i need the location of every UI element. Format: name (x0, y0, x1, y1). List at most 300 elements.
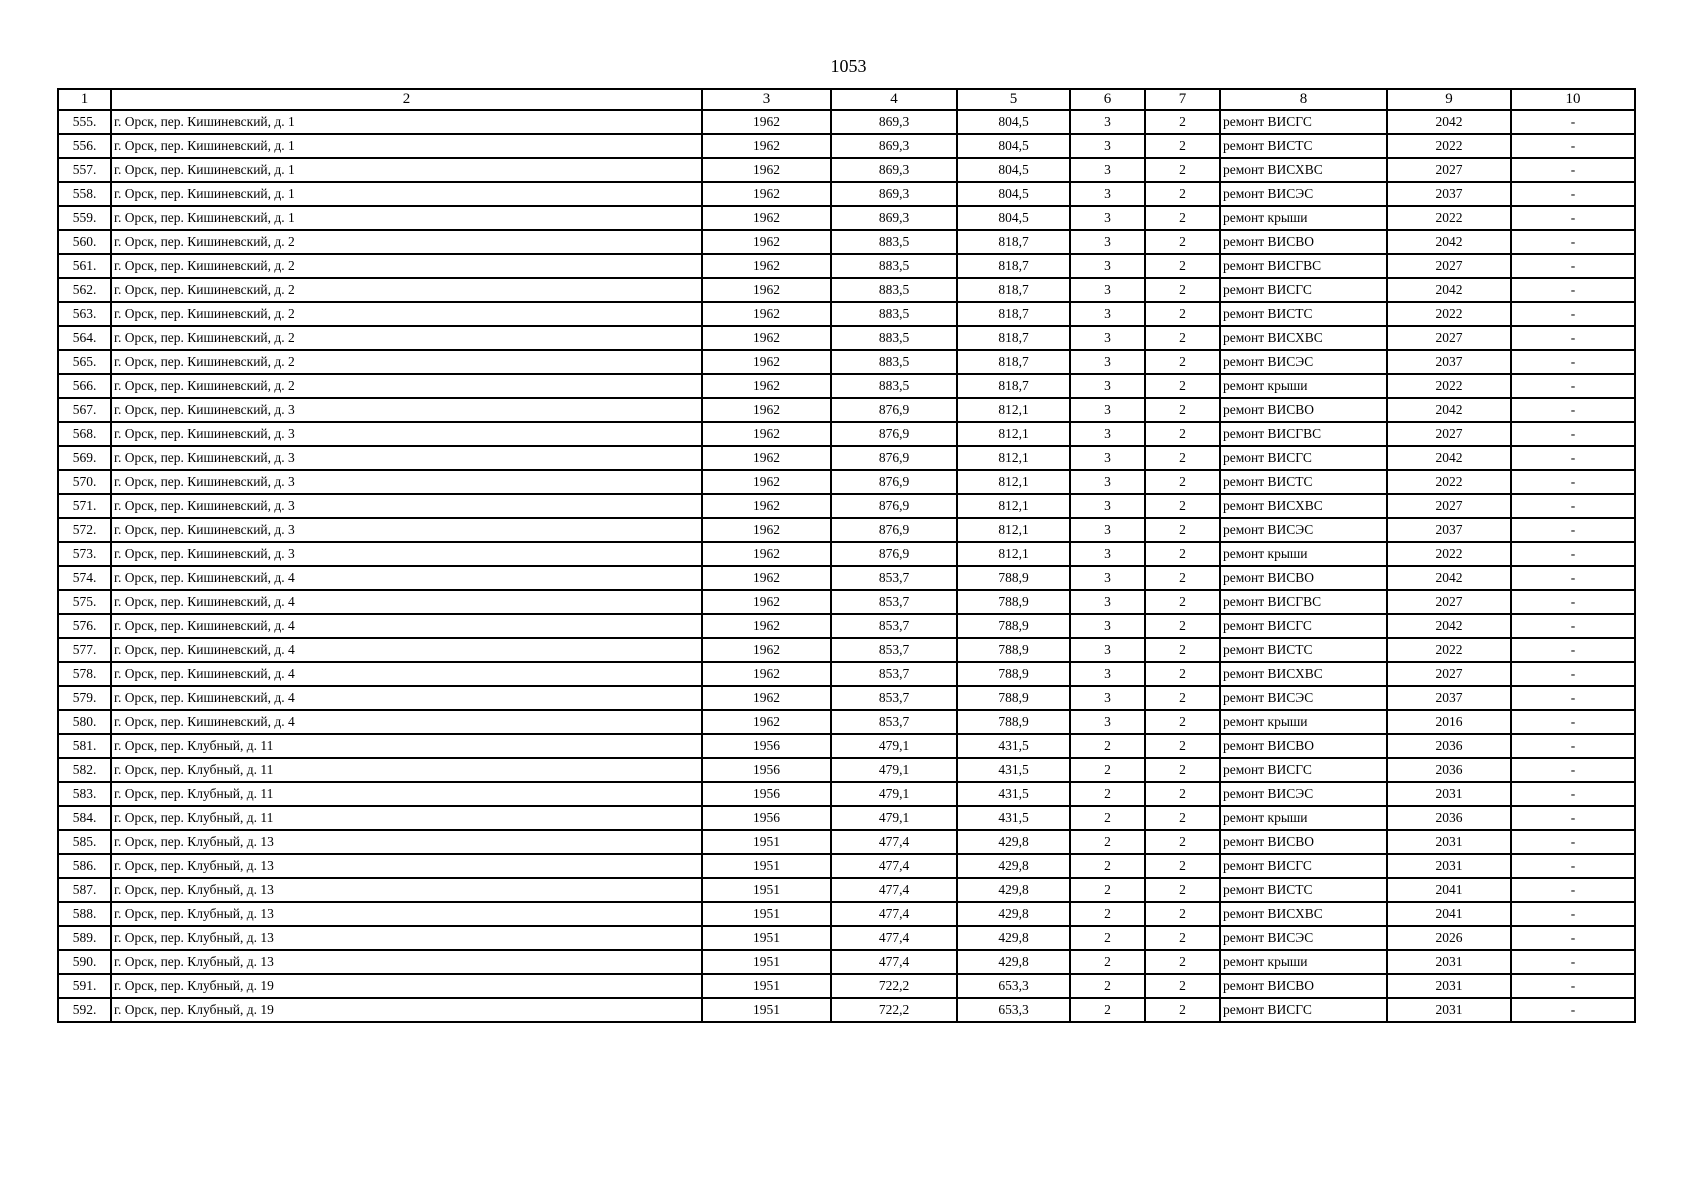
entrances-cell: 2 (1145, 206, 1220, 230)
planned-year-cell: 2027 (1387, 590, 1511, 614)
floors-cell: 3 (1070, 350, 1145, 374)
area-living-cell: 804,5 (957, 206, 1070, 230)
planned-year-cell: 2036 (1387, 758, 1511, 782)
row-number-cell: 592. (58, 998, 111, 1022)
floors-cell: 3 (1070, 158, 1145, 182)
work-type-cell: ремонт крыши (1220, 806, 1387, 830)
note-cell: - (1511, 230, 1635, 254)
area-living-cell: 818,7 (957, 374, 1070, 398)
address-cell: г. Орск, пер. Кишиневский, д. 1 (111, 182, 702, 206)
table-row (58, 278, 1635, 302)
table-row (58, 710, 1635, 734)
planned-year-cell: 2042 (1387, 230, 1511, 254)
column-header-2: 2 (111, 89, 702, 110)
work-type-cell: ремонт ВИСГС (1220, 278, 1387, 302)
note-cell: - (1511, 542, 1635, 566)
work-type-cell: ремонт ВИСЭС (1220, 926, 1387, 950)
address-cell: г. Орск, пер. Кишиневский, д. 2 (111, 350, 702, 374)
planned-year-cell: 2022 (1387, 638, 1511, 662)
entrances-cell: 2 (1145, 566, 1220, 590)
area-living-cell: 818,7 (957, 230, 1070, 254)
table-row (58, 878, 1635, 902)
area-living-cell: 818,7 (957, 326, 1070, 350)
row-number-cell: 558. (58, 182, 111, 206)
planned-year-cell: 2031 (1387, 998, 1511, 1022)
area-living-cell: 818,7 (957, 278, 1070, 302)
area-total-cell: 853,7 (831, 686, 957, 710)
area-living-cell: 431,5 (957, 806, 1070, 830)
work-type-cell: ремонт ВИСГС (1220, 110, 1387, 134)
entrances-cell: 2 (1145, 854, 1220, 878)
planned-year-cell: 2037 (1387, 686, 1511, 710)
note-cell: - (1511, 806, 1635, 830)
row-number-cell: 555. (58, 110, 111, 134)
table-row (58, 326, 1635, 350)
area-total-cell: 853,7 (831, 710, 957, 734)
year-cell: 1962 (702, 302, 831, 326)
floors-cell: 2 (1070, 830, 1145, 854)
year-cell: 1962 (702, 374, 831, 398)
entrances-cell: 2 (1145, 974, 1220, 998)
table-row (58, 590, 1635, 614)
work-type-cell: ремонт ВИСХВС (1220, 662, 1387, 686)
work-type-cell: ремонт ВИСХВС (1220, 902, 1387, 926)
entrances-cell: 2 (1145, 350, 1220, 374)
work-type-cell: ремонт ВИСЭС (1220, 782, 1387, 806)
table-row (58, 566, 1635, 590)
entrances-cell: 2 (1145, 494, 1220, 518)
table-row (58, 806, 1635, 830)
entrances-cell: 2 (1145, 662, 1220, 686)
address-cell: г. Орск, пер. Кишиневский, д. 2 (111, 278, 702, 302)
floors-cell: 2 (1070, 854, 1145, 878)
year-cell: 1956 (702, 734, 831, 758)
table-row (58, 734, 1635, 758)
area-living-cell: 804,5 (957, 110, 1070, 134)
entrances-cell: 2 (1145, 302, 1220, 326)
year-cell: 1962 (702, 350, 831, 374)
area-living-cell: 788,9 (957, 638, 1070, 662)
address-cell: г. Орск, пер. Кишиневский, д. 2 (111, 302, 702, 326)
entrances-cell: 2 (1145, 806, 1220, 830)
note-cell: - (1511, 134, 1635, 158)
planned-year-cell: 2036 (1387, 734, 1511, 758)
entrances-cell: 2 (1145, 398, 1220, 422)
row-number-cell: 567. (58, 398, 111, 422)
table-row (58, 302, 1635, 326)
planned-year-cell: 2031 (1387, 830, 1511, 854)
column-header-8: 8 (1220, 89, 1387, 110)
note-cell: - (1511, 734, 1635, 758)
work-type-cell: ремонт ВИСВО (1220, 974, 1387, 998)
note-cell: - (1511, 758, 1635, 782)
floors-cell: 3 (1070, 326, 1145, 350)
row-number-cell: 571. (58, 494, 111, 518)
address-cell: г. Орск, пер. Кишиневский, д. 3 (111, 494, 702, 518)
address-cell: г. Орск, пер. Кишиневский, д. 3 (111, 470, 702, 494)
work-type-cell: ремонт ВИСТС (1220, 470, 1387, 494)
table-row (58, 614, 1635, 638)
area-total-cell: 477,4 (831, 830, 957, 854)
area-total-cell: 869,3 (831, 158, 957, 182)
area-total-cell: 853,7 (831, 566, 957, 590)
note-cell: - (1511, 398, 1635, 422)
area-total-cell: 883,5 (831, 350, 957, 374)
area-total-cell: 853,7 (831, 662, 957, 686)
area-living-cell: 804,5 (957, 182, 1070, 206)
planned-year-cell: 2041 (1387, 902, 1511, 926)
work-type-cell: ремонт крыши (1220, 710, 1387, 734)
floors-cell: 2 (1070, 902, 1145, 926)
address-cell: г. Орск, пер. Кишиневский, д. 4 (111, 710, 702, 734)
row-number-cell: 574. (58, 566, 111, 590)
address-cell: г. Орск, пер. Кишиневский, д. 4 (111, 614, 702, 638)
floors-cell: 3 (1070, 206, 1145, 230)
year-cell: 1962 (702, 470, 831, 494)
floors-cell: 2 (1070, 974, 1145, 998)
planned-year-cell: 2027 (1387, 158, 1511, 182)
column-header-10: 10 (1511, 89, 1635, 110)
address-cell: г. Орск, пер. Клубный, д. 11 (111, 734, 702, 758)
address-cell: г. Орск, пер. Кишиневский, д. 4 (111, 590, 702, 614)
year-cell: 1962 (702, 206, 831, 230)
row-number-cell: 585. (58, 830, 111, 854)
address-cell: г. Орск, пер. Клубный, д. 19 (111, 998, 702, 1022)
note-cell: - (1511, 518, 1635, 542)
area-total-cell: 477,4 (831, 902, 957, 926)
row-number-cell: 568. (58, 422, 111, 446)
area-living-cell: 812,1 (957, 446, 1070, 470)
area-total-cell: 876,9 (831, 518, 957, 542)
note-cell: - (1511, 254, 1635, 278)
planned-year-cell: 2037 (1387, 350, 1511, 374)
address-cell: г. Орск, пер. Кишиневский, д. 4 (111, 638, 702, 662)
header-row (58, 89, 1635, 110)
area-total-cell: 722,2 (831, 974, 957, 998)
row-number-cell: 562. (58, 278, 111, 302)
table-row (58, 158, 1635, 182)
planned-year-cell: 2016 (1387, 710, 1511, 734)
column-header-9: 9 (1387, 89, 1511, 110)
area-living-cell: 653,3 (957, 974, 1070, 998)
note-cell: - (1511, 878, 1635, 902)
planned-year-cell: 2022 (1387, 374, 1511, 398)
area-total-cell: 876,9 (831, 542, 957, 566)
address-cell: г. Орск, пер. Кишиневский, д. 2 (111, 230, 702, 254)
year-cell: 1951 (702, 974, 831, 998)
row-number-cell: 557. (58, 158, 111, 182)
table-row (58, 350, 1635, 374)
entrances-cell: 2 (1145, 470, 1220, 494)
row-number-cell: 586. (58, 854, 111, 878)
year-cell: 1956 (702, 782, 831, 806)
table-row (58, 398, 1635, 422)
row-number-cell: 575. (58, 590, 111, 614)
address-cell: г. Орск, пер. Кишиневский, д. 4 (111, 566, 702, 590)
planned-year-cell: 2031 (1387, 950, 1511, 974)
address-cell: г. Орск, пер. Кишиневский, д. 3 (111, 398, 702, 422)
planned-year-cell: 2031 (1387, 782, 1511, 806)
floors-cell: 3 (1070, 470, 1145, 494)
row-number-cell: 561. (58, 254, 111, 278)
work-type-cell: ремонт крыши (1220, 950, 1387, 974)
work-type-cell: ремонт ВИСВО (1220, 398, 1387, 422)
floors-cell: 3 (1070, 686, 1145, 710)
year-cell: 1962 (702, 638, 831, 662)
entrances-cell: 2 (1145, 254, 1220, 278)
entrances-cell: 2 (1145, 422, 1220, 446)
year-cell: 1962 (702, 110, 831, 134)
note-cell: - (1511, 638, 1635, 662)
row-number-cell: 577. (58, 638, 111, 662)
entrances-cell: 2 (1145, 590, 1220, 614)
year-cell: 1962 (702, 710, 831, 734)
floors-cell: 2 (1070, 758, 1145, 782)
work-type-cell: ремонт ВИСГВС (1220, 254, 1387, 278)
address-cell: г. Орск, пер. Кишиневский, д. 1 (111, 158, 702, 182)
planned-year-cell: 2027 (1387, 662, 1511, 686)
table-row (58, 950, 1635, 974)
note-cell: - (1511, 326, 1635, 350)
planned-year-cell: 2042 (1387, 446, 1511, 470)
note-cell: - (1511, 470, 1635, 494)
area-living-cell: 788,9 (957, 614, 1070, 638)
work-type-cell: ремонт ВИСЭС (1220, 182, 1387, 206)
area-total-cell: 869,3 (831, 110, 957, 134)
address-cell: г. Орск, пер. Клубный, д. 13 (111, 878, 702, 902)
floors-cell: 3 (1070, 662, 1145, 686)
area-living-cell: 431,5 (957, 782, 1070, 806)
row-number-cell: 570. (58, 470, 111, 494)
year-cell: 1962 (702, 542, 831, 566)
table-row (58, 494, 1635, 518)
note-cell: - (1511, 950, 1635, 974)
table-row (58, 758, 1635, 782)
note-cell: - (1511, 998, 1635, 1022)
note-cell: - (1511, 422, 1635, 446)
floors-cell: 2 (1070, 734, 1145, 758)
year-cell: 1951 (702, 830, 831, 854)
area-living-cell: 429,8 (957, 854, 1070, 878)
table-row (58, 182, 1635, 206)
area-living-cell: 804,5 (957, 134, 1070, 158)
address-cell: г. Орск, пер. Кишиневский, д. 1 (111, 134, 702, 158)
year-cell: 1962 (702, 278, 831, 302)
note-cell: - (1511, 350, 1635, 374)
table-row (58, 998, 1635, 1022)
floors-cell: 3 (1070, 398, 1145, 422)
work-type-cell: ремонт ВИСГС (1220, 614, 1387, 638)
note-cell: - (1511, 974, 1635, 998)
area-total-cell: 883,5 (831, 302, 957, 326)
year-cell: 1962 (702, 590, 831, 614)
floors-cell: 3 (1070, 518, 1145, 542)
area-total-cell: 477,4 (831, 926, 957, 950)
entrances-cell: 2 (1145, 902, 1220, 926)
area-living-cell: 804,5 (957, 158, 1070, 182)
work-type-cell: ремонт ВИСТС (1220, 302, 1387, 326)
address-cell: г. Орск, пер. Кишиневский, д. 1 (111, 206, 702, 230)
area-living-cell: 818,7 (957, 254, 1070, 278)
row-number-cell: 587. (58, 878, 111, 902)
planned-year-cell: 2042 (1387, 278, 1511, 302)
table-row (58, 422, 1635, 446)
note-cell: - (1511, 206, 1635, 230)
column-header-5: 5 (957, 89, 1070, 110)
entrances-cell: 2 (1145, 686, 1220, 710)
floors-cell: 3 (1070, 254, 1145, 278)
area-living-cell: 653,3 (957, 998, 1070, 1022)
address-cell: г. Орск, пер. Клубный, д. 13 (111, 830, 702, 854)
row-number-cell: 563. (58, 302, 111, 326)
area-total-cell: 477,4 (831, 950, 957, 974)
area-total-cell: 853,7 (831, 638, 957, 662)
area-living-cell: 788,9 (957, 710, 1070, 734)
work-type-cell: ремонт ВИСХВС (1220, 494, 1387, 518)
area-total-cell: 876,9 (831, 494, 957, 518)
area-living-cell: 812,1 (957, 518, 1070, 542)
row-number-cell: 564. (58, 326, 111, 350)
row-number-cell: 581. (58, 734, 111, 758)
year-cell: 1962 (702, 494, 831, 518)
row-number-cell: 569. (58, 446, 111, 470)
floors-cell: 2 (1070, 950, 1145, 974)
year-cell: 1962 (702, 230, 831, 254)
work-type-cell: ремонт ВИСЭС (1220, 686, 1387, 710)
address-cell: г. Орск, пер. Кишиневский, д. 3 (111, 446, 702, 470)
year-cell: 1956 (702, 806, 831, 830)
area-total-cell: 477,4 (831, 878, 957, 902)
note-cell: - (1511, 662, 1635, 686)
floors-cell: 2 (1070, 926, 1145, 950)
floors-cell: 3 (1070, 278, 1145, 302)
work-type-cell: ремонт ВИСТС (1220, 878, 1387, 902)
entrances-cell: 2 (1145, 710, 1220, 734)
planned-year-cell: 2022 (1387, 134, 1511, 158)
note-cell: - (1511, 278, 1635, 302)
work-type-cell: ремонт ВИСВО (1220, 230, 1387, 254)
row-number-cell: 579. (58, 686, 111, 710)
floors-cell: 3 (1070, 302, 1145, 326)
planned-year-cell: 2042 (1387, 398, 1511, 422)
planned-year-cell: 2031 (1387, 854, 1511, 878)
area-total-cell: 883,5 (831, 254, 957, 278)
work-type-cell: ремонт ВИСХВС (1220, 326, 1387, 350)
entrances-cell: 2 (1145, 182, 1220, 206)
area-living-cell: 818,7 (957, 302, 1070, 326)
column-header-7: 7 (1145, 89, 1220, 110)
row-number-cell: 565. (58, 350, 111, 374)
area-living-cell: 812,1 (957, 422, 1070, 446)
work-type-cell: ремонт ВИСЭС (1220, 350, 1387, 374)
area-total-cell: 477,4 (831, 854, 957, 878)
note-cell: - (1511, 374, 1635, 398)
table-row (58, 830, 1635, 854)
area-total-cell: 479,1 (831, 806, 957, 830)
address-cell: г. Орск, пер. Клубный, д. 11 (111, 782, 702, 806)
area-living-cell: 788,9 (957, 590, 1070, 614)
planned-year-cell: 2022 (1387, 542, 1511, 566)
year-cell: 1962 (702, 614, 831, 638)
year-cell: 1962 (702, 326, 831, 350)
entrances-cell: 2 (1145, 782, 1220, 806)
floors-cell: 2 (1070, 878, 1145, 902)
address-cell: г. Орск, пер. Кишиневский, д. 2 (111, 326, 702, 350)
planned-year-cell: 2031 (1387, 974, 1511, 998)
address-cell: г. Орск, пер. Кишиневский, д. 4 (111, 662, 702, 686)
table-row (58, 926, 1635, 950)
entrances-cell: 2 (1145, 998, 1220, 1022)
work-type-cell: ремонт ВИСГС (1220, 998, 1387, 1022)
floors-cell: 3 (1070, 614, 1145, 638)
year-cell: 1951 (702, 878, 831, 902)
floors-cell: 2 (1070, 782, 1145, 806)
row-number-cell: 566. (58, 374, 111, 398)
work-type-cell: ремонт крыши (1220, 542, 1387, 566)
table-row (58, 374, 1635, 398)
row-number-cell: 590. (58, 950, 111, 974)
area-total-cell: 853,7 (831, 614, 957, 638)
year-cell: 1956 (702, 758, 831, 782)
address-cell: г. Орск, пер. Клубный, д. 19 (111, 974, 702, 998)
column-header-1: 1 (58, 89, 111, 110)
note-cell: - (1511, 782, 1635, 806)
row-number-cell: 560. (58, 230, 111, 254)
year-cell: 1962 (702, 158, 831, 182)
year-cell: 1951 (702, 926, 831, 950)
row-number-cell: 583. (58, 782, 111, 806)
area-living-cell: 429,8 (957, 950, 1070, 974)
planned-year-cell: 2027 (1387, 422, 1511, 446)
year-cell: 1962 (702, 254, 831, 278)
area-total-cell: 869,3 (831, 182, 957, 206)
table-row (58, 662, 1635, 686)
address-cell: г. Орск, пер. Клубный, д. 13 (111, 950, 702, 974)
year-cell: 1962 (702, 518, 831, 542)
entrances-cell: 2 (1145, 446, 1220, 470)
planned-year-cell: 2037 (1387, 518, 1511, 542)
year-cell: 1962 (702, 566, 831, 590)
entrances-cell: 2 (1145, 134, 1220, 158)
address-cell: г. Орск, пер. Клубный, д. 13 (111, 854, 702, 878)
entrances-cell: 2 (1145, 518, 1220, 542)
note-cell: - (1511, 302, 1635, 326)
area-total-cell: 883,5 (831, 230, 957, 254)
address-cell: г. Орск, пер. Клубный, д. 13 (111, 902, 702, 926)
row-number-cell: 589. (58, 926, 111, 950)
floors-cell: 3 (1070, 590, 1145, 614)
work-type-cell: ремонт ВИСЭС (1220, 518, 1387, 542)
entrances-cell: 2 (1145, 734, 1220, 758)
row-number-cell: 559. (58, 206, 111, 230)
planned-year-cell: 2042 (1387, 110, 1511, 134)
note-cell: - (1511, 494, 1635, 518)
table-row (58, 518, 1635, 542)
planned-year-cell: 2037 (1387, 182, 1511, 206)
note-cell: - (1511, 590, 1635, 614)
note-cell: - (1511, 686, 1635, 710)
planned-year-cell: 2036 (1387, 806, 1511, 830)
note-cell: - (1511, 926, 1635, 950)
table-row (58, 134, 1635, 158)
row-number-cell: 580. (58, 710, 111, 734)
area-total-cell: 883,5 (831, 374, 957, 398)
floors-cell: 3 (1070, 182, 1145, 206)
note-cell: - (1511, 182, 1635, 206)
entrances-cell: 2 (1145, 638, 1220, 662)
row-number-cell: 556. (58, 134, 111, 158)
floors-cell: 3 (1070, 374, 1145, 398)
